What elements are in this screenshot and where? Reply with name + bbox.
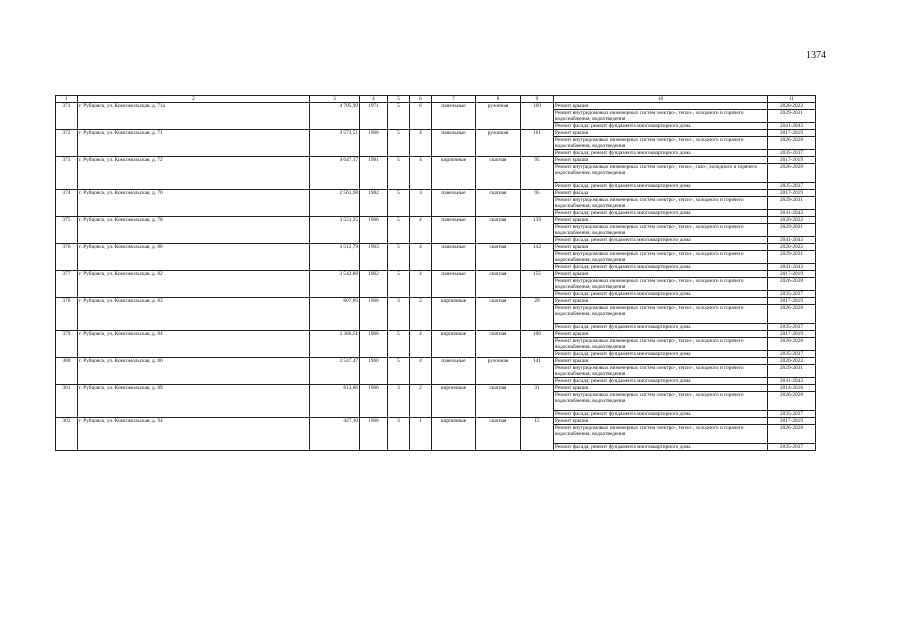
table-row [56, 190, 816, 197]
year-cell: 1971 [360, 103, 388, 130]
floors-cell: 5 [388, 244, 410, 271]
row-index: 371 [56, 103, 78, 130]
work-period-cell: 2041-2043 [768, 210, 816, 217]
floors-cell: 5 [388, 130, 410, 157]
work-period-cell: 2035-2037 [768, 150, 816, 157]
work-period-cell: 2029-2031 [768, 251, 816, 264]
work-type-cell: Ремонт фасада; ремонт фундамента многоквартирного дома [554, 411, 768, 418]
housing-register-table [55, 95, 816, 451]
wall-material-cell: панельные [432, 217, 476, 244]
row-index: 375 [56, 217, 78, 244]
address-cell: г. Рубцовск, ул. Комсомольская, д. 80 [78, 244, 310, 271]
work-period-cell: 2017-2019 [768, 418, 816, 425]
roof-type-cell: рулонная [476, 103, 521, 130]
work-type-cell: Ремонт крыши [554, 157, 768, 164]
work-type-cell: Ремонт фасада; ремонт фундамента многоквартирного дома [554, 291, 768, 298]
table-row [56, 331, 816, 338]
roof-type-cell: скатная [476, 217, 521, 244]
work-type-cell: Ремонт фасада; ремонт фундамента многоквартирного дома [554, 264, 768, 271]
column-number: 6 [410, 96, 432, 103]
work-period-cell: 2020-2022 [768, 358, 816, 365]
area-cell: 3 386,51 [310, 331, 360, 358]
year-cell: 1963 [360, 244, 388, 271]
entrances-cell: 4 [410, 157, 432, 190]
floors-cell: 3 [388, 298, 410, 331]
work-type-cell: Ремонт крыши [554, 298, 768, 305]
roof-type-cell: скатная [476, 298, 521, 331]
wall-material-cell: кирпичные [432, 157, 476, 190]
wall-material-cell: панельные [432, 130, 476, 157]
work-period-cell: 2026-2028 [768, 164, 816, 183]
work-period-cell: 2035-2037 [768, 291, 816, 298]
work-period-cell: 2026-2028 [768, 305, 816, 324]
work-type-cell: Ремонт крыши [554, 244, 768, 251]
roof-type-cell: скатная [476, 385, 521, 418]
column-number-row [56, 96, 816, 103]
work-type-cell: Ремонт фасада [554, 190, 768, 197]
work-period-cell: 2035-2037 [768, 183, 816, 190]
work-type-cell: Ремонт фасада; ремонт фундамента многоквартирного дома [554, 351, 768, 358]
row-index: 378 [56, 298, 78, 331]
column-number: 1 [56, 96, 78, 103]
table-row [56, 385, 816, 392]
work-type-cell: Ремонт фасада; ремонт фундамента многоквартирного дома [554, 378, 768, 385]
work-period-cell: 2035-2037 [768, 324, 816, 331]
work-type-cell: Ремонт внутридомовых инженерных систем электро-, тепло-, холодного и горячего водоснабжения, водоотведения [554, 278, 768, 291]
row-index: 381 [56, 385, 78, 418]
year-cell: 1981 [360, 157, 388, 190]
year-cell: 1966 [360, 385, 388, 418]
residents-cell: 29 [521, 298, 554, 331]
entrances-cell: 4 [410, 358, 432, 385]
roof-type-cell: скатная [476, 190, 521, 217]
roof-type-cell: скатная [476, 331, 521, 358]
table-body [56, 96, 816, 451]
residents-cell: 15 [521, 418, 554, 451]
column-number: 5 [388, 96, 410, 103]
column-number: 9 [521, 96, 554, 103]
row-index: 372 [56, 130, 78, 157]
work-type-cell: Ремонт внутридомовых инженерных систем электро-, тепло-, газо-, холодного и горячего водоснабжения, водоотведения [554, 164, 768, 183]
roof-type-cell: скатная [476, 271, 521, 298]
floors-cell: 3 [388, 418, 410, 451]
wall-material-cell: панельные [432, 358, 476, 385]
work-period-cell: 2017-2019 [768, 298, 816, 305]
residents-cell: 139 [521, 217, 554, 244]
table-row [56, 157, 816, 164]
row-index: 382 [56, 418, 78, 451]
address-cell: г. Рубцовск, ул. Комсомольская, д. 82 [78, 271, 310, 298]
row-index: 374 [56, 190, 78, 217]
work-type-cell: Ремонт крыши [554, 217, 768, 224]
floors-cell: 5 [388, 331, 410, 358]
work-period-cell: 2014-2016 [768, 385, 816, 392]
work-type-cell: Ремонт внутридомовых инженерных систем электро-, тепло-, холодного и горячего водоснабжения, водоотведения [554, 365, 768, 378]
residents-cell: 95 [521, 157, 554, 190]
page-number: 1374 [806, 50, 826, 61]
work-period-cell: 2029-2031 [768, 197, 816, 210]
work-period-cell: 2017-2019 [768, 271, 816, 278]
work-type-cell: Ремонт фасада; ремонт фундамента многоквартирного дома [554, 210, 768, 217]
work-period-cell: 2035-2037 [768, 411, 816, 418]
roof-type-cell: скатная [476, 244, 521, 271]
table-row [56, 358, 816, 365]
work-period-cell: 2041-2043 [768, 237, 816, 244]
year-cell: 1966 [360, 331, 388, 358]
floors-cell: 3 [388, 385, 410, 418]
address-cell: г. Рубцовск, ул. Комсомольская, д. 76 [78, 190, 310, 217]
work-period-cell: 2026-2028 [768, 338, 816, 351]
work-period-cell: 2029-2031 [768, 365, 816, 378]
wall-material-cell: кирпичные [432, 298, 476, 331]
table-row [56, 244, 816, 251]
residents-cell: 169 [521, 103, 554, 130]
entrances-cell: 4 [410, 271, 432, 298]
address-cell: г. Рубцовск, ул. Комсомольская, д. 78 [78, 217, 310, 244]
address-cell: г. Рубцовск, ул. Комсомольская, д. 89 [78, 385, 310, 418]
entrances-cell: 2 [410, 298, 432, 331]
area-cell: 4 647,17 [310, 157, 360, 190]
entrances-cell: 4 [410, 130, 432, 157]
area-cell: 813,86 [310, 385, 360, 418]
work-period-cell: 2026-2028 [768, 392, 816, 411]
floors-cell: 5 [388, 157, 410, 190]
floors-cell: 5 [388, 271, 410, 298]
roof-type-cell: рулонная [476, 130, 521, 157]
column-number: 7 [432, 96, 476, 103]
address-cell: г. Рубцовск, ул. Комсомольская, д. 94 [78, 418, 310, 451]
work-type-cell: Ремонт внутридомовых инженерных систем электро-, тепло-, холодного и горячего водоснабжения, водоотведения [554, 392, 768, 411]
work-type-cell: Ремонт внутридомовых инженерных систем электро-, тепло-, холодного и горячего водоснабжения, водоотведения [554, 137, 768, 150]
wall-material-cell: панельные [432, 103, 476, 130]
area-cell: 3 512,79 [310, 244, 360, 271]
floors-cell: 5 [388, 103, 410, 130]
work-period-cell: 2017-2019 [768, 130, 816, 137]
work-type-cell: Ремонт внутридомовых инженерных систем электро-, тепло-, холодного и горячего водоснабжения, водоотведения [554, 197, 768, 210]
entrances-cell: 6 [410, 103, 432, 130]
entrances-cell: 4 [410, 331, 432, 358]
wall-material-cell: кирпичные [432, 418, 476, 451]
work-period-cell: 2020-2022 [768, 103, 816, 110]
row-index: 377 [56, 271, 78, 298]
address-cell: г. Рубцовск, ул. Комсомольская, д. 84 [78, 331, 310, 358]
work-period-cell: 2026-2028 [768, 425, 816, 444]
area-cell: 2 561,98 [310, 190, 360, 217]
work-period-cell: 2035-2037 [768, 444, 816, 451]
work-type-cell: Ремонт внутридомовых инженерных систем электро-, тепло-, холодного и горячего водоснабжения, водоотведения [554, 425, 768, 444]
work-period-cell: 2029-2031 [768, 110, 816, 123]
entrances-cell: 3 [410, 190, 432, 217]
residents-cell: 142 [521, 244, 554, 271]
work-period-cell: 2017-2019 [768, 157, 816, 164]
floors-cell: 5 [388, 217, 410, 244]
work-type-cell: Ремонт внутридомовых инженерных систем электро-, тепло-, холодного и горячего водоснабжения, водоотведения [554, 110, 768, 123]
work-type-cell: Ремонт фасада; ремонт фундамента многоквартирного дома [554, 444, 768, 451]
work-type-cell: Ремонт фасада; ремонт фундамента многоквартирного дома [554, 150, 768, 157]
table-row [56, 271, 816, 278]
work-period-cell: 2026-2028 [768, 278, 816, 291]
roof-type-cell: скатная [476, 157, 521, 190]
work-type-cell: Ремонт внутридомовых инженерных систем электро-, тепло-, холодного и горячего водоснабжения, водоотведения [554, 224, 768, 237]
work-period-cell: 2041-2043 [768, 123, 816, 130]
entrances-cell: 4 [410, 217, 432, 244]
work-period-cell: 2020-2022 [768, 217, 816, 224]
work-period-cell: 2017-2019 [768, 331, 816, 338]
work-type-cell: Ремонт крыши [554, 103, 768, 110]
wall-material-cell: панельные [432, 190, 476, 217]
year-cell: 1960 [360, 358, 388, 385]
floors-cell: 5 [388, 358, 410, 385]
work-type-cell: Ремонт крыши [554, 385, 768, 392]
wall-material-cell: панельные [432, 271, 476, 298]
year-cell: 1966 [360, 217, 388, 244]
year-cell: 1966 [360, 418, 388, 451]
address-cell: г. Рубцовск, ул. Комсомольская, д. 71 [78, 130, 310, 157]
area-cell: 3 573,51 [310, 130, 360, 157]
table-row [56, 298, 816, 305]
column-number: 4 [360, 96, 388, 103]
wall-material-cell: кирпичные [432, 331, 476, 358]
work-type-cell: Ремонт фасада; ремонт фундамента многоквартирного дома [554, 324, 768, 331]
work-period-cell: 2029-2031 [768, 224, 816, 237]
table-row [56, 130, 816, 137]
area-cell: 4 705,99 [310, 103, 360, 130]
area-cell: 3 542,88 [310, 271, 360, 298]
residents-cell: 161 [521, 130, 554, 157]
address-cell: г. Рубцовск, ул. Комсомольская, д. 83 [78, 298, 310, 331]
roof-type-cell: скатная [476, 418, 521, 451]
work-type-cell: Ремонт фасада; ремонт фундамента многоквартирного дома [554, 183, 768, 190]
wall-material-cell: кирпичные [432, 385, 476, 418]
work-type-cell: Ремонт крыши [554, 130, 768, 137]
row-index: 379 [56, 331, 78, 358]
year-cell: 1962 [360, 271, 388, 298]
address-cell: г. Рубцовск, ул. Комсомольская, д. 86 [78, 358, 310, 385]
column-number: 3 [310, 96, 360, 103]
wall-material-cell: панельные [432, 244, 476, 271]
floors-cell: 5 [388, 190, 410, 217]
work-type-cell: Ремонт внутридомовых инженерных систем электро-, тепло-, холодного и горячего водоснабжения, водоотведения [554, 305, 768, 324]
row-index: 373 [56, 157, 78, 190]
column-number: 10 [554, 96, 768, 103]
table-row [56, 103, 816, 110]
year-cell: 1982 [360, 190, 388, 217]
work-type-cell: Ремонт фасада; ремонт фундамента многоквартирного дома [554, 237, 768, 244]
row-index: 376 [56, 244, 78, 271]
work-period-cell: 2020-2022 [768, 244, 816, 251]
work-type-cell: Ремонт внутридомовых инженерных систем электро-, тепло-, холодного и горячего водоснабжения, водоотведения [554, 338, 768, 351]
address-cell: г. Рубцовск, ул. Комсомольская, д. 71а [78, 103, 310, 130]
roof-type-cell: рулонная [476, 358, 521, 385]
residents-cell: 141 [521, 358, 554, 385]
table-row [56, 418, 816, 425]
residents-cell: 95 [521, 190, 554, 217]
table-row [56, 217, 816, 224]
entrances-cell: 4 [410, 244, 432, 271]
address-cell: г. Рубцовск, ул. Комсомольская, д. 72 [78, 157, 310, 190]
work-period-cell: 2026-2028 [768, 137, 816, 150]
column-number: 8 [476, 96, 521, 103]
work-type-cell: Ремонт крыши [554, 358, 768, 365]
area-cell: 427,10 [310, 418, 360, 451]
work-period-cell: 2041-2043 [768, 264, 816, 271]
work-type-cell: Ремонт фасада; ремонт фундамента многоквартирного дома [554, 123, 768, 130]
work-type-cell: Ремонт внутридомовых инженерных систем электро-, тепло-, холодного и горячего водоснабжения, водоотведения [554, 251, 768, 264]
column-number: 2 [78, 96, 310, 103]
work-type-cell: Ремонт крыши [554, 418, 768, 425]
area-cell: 807,89 [310, 298, 360, 331]
area-cell: 3 551,25 [310, 217, 360, 244]
work-type-cell: Ремонт крыши [554, 331, 768, 338]
work-type-cell: Ремонт крыши [554, 271, 768, 278]
entrances-cell: 2 [410, 385, 432, 418]
entrances-cell: 1 [410, 418, 432, 451]
year-cell: 1966 [360, 298, 388, 331]
work-period-cell: 2035-2037 [768, 351, 816, 358]
residents-cell: 155 [521, 271, 554, 298]
year-cell: 1966 [360, 130, 388, 157]
residents-cell: 31 [521, 385, 554, 418]
residents-cell: 100 [521, 331, 554, 358]
work-period-cell: 2041-2043 [768, 378, 816, 385]
area-cell: 3 547,47 [310, 358, 360, 385]
column-number: 11 [768, 96, 816, 103]
work-period-cell: 2017-2019 [768, 190, 816, 197]
row-index: 380 [56, 358, 78, 385]
